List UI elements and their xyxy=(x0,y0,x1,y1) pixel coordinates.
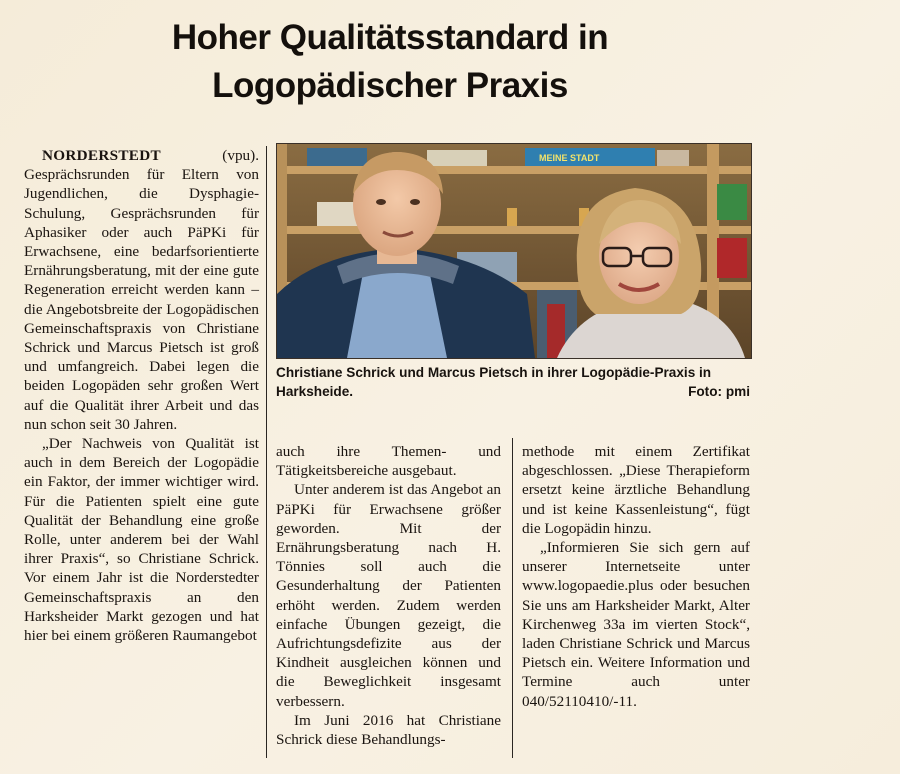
shelf-sign: MEINE STADT xyxy=(539,153,600,163)
article-column-2 xyxy=(276,442,501,749)
paragraph-1-text: (vpu). Gesprächsrunden für Eltern von Jugendlichen, die Dysphagie-Schulung, Gesprächsrunden für Aphasiker oder auch PäPKi für Erwachsene, eine bedarfsorientierte Ernährungsberatung, mit der eine gute Regeneration erreicht werden kann – die Angebotsbreite der Logopädischen Gemeinschaftspraxis von Christiane Schrick und Marcus Pietsch ist groß und umfangreich. Dabei legen die beiden Logopäden sehr großen Wert auf die Qualität ihrer Arbeit und das nun schon seit 30 Jahren. xyxy=(24,147,259,433)
paragraph-5: Im Juni 2016 hat Christiane Schrick diese Behandlungs- xyxy=(276,711,501,749)
article-column-1 xyxy=(24,146,259,645)
paragraph-2: „Der Nachweis von Qualität ist auch in dem Bereich der Logopädie ein Faktor, der immer wichtiger wird. Für die Patienten spielt eine gute Qualität der Behandlung eine große Rolle, unter anderem bei der Wahl ihrer Praxis“, so Christiane Schrick. Vor einem Jahr ist die Norderstedter Gemeinschaftspraxis an den Harksheider Markt gezogen und hat hier bei einem größeren Raumangebot xyxy=(24,435,259,645)
article-photo xyxy=(276,143,752,359)
paragraph-3: auch ihre Themen- und Tätigkeitsbereiche ausgebaut. xyxy=(276,443,501,480)
article-column-3 xyxy=(522,442,750,711)
headline xyxy=(120,14,660,110)
paragraph-4: Unter anderem ist das Angebot an PäPKi für Erwachsene größer geworden. Mit der Ernährungsberatung nach H. Tönnies soll auch die Gesunderhaltung der Patienten erhöht werden. Zudem werden einfache Übungen gezeigt, die Aufrichtungsdefizite aus der Kindheit ausgleichen können und die Beweglichkeit insgesamt verbessern. xyxy=(276,481,501,710)
paragraph-6: methode mit einem Zertifikat abgeschlossen. „Diese Therapieform ersetzt keine ärztliche Behandlung und ist keine Kassenleistung“, fügt die Logopädin hinzu. xyxy=(522,443,750,537)
photo-caption xyxy=(276,363,750,401)
caption-text: Christiane Schrick und Marcus Pietsch in ihrer Logopädie-Praxis in Harksheide. xyxy=(276,365,712,399)
column-rule-1 xyxy=(266,146,267,758)
photo-image xyxy=(277,144,751,358)
column-rule-2 xyxy=(512,438,513,758)
paragraph-1 xyxy=(24,146,259,434)
shelf xyxy=(277,166,751,174)
dateline: NORDERSTEDT xyxy=(42,147,161,164)
paragraph-7: „Informieren Sie sich gern auf unserer Internetseite unter www.logopaedie.plus oder besuchen Sie uns am Harksheider Markt, Alter Kirchenweg 33a im vierten Stock“, laden Christiane Schrick und Marcus Pietsch ein. Weitere Information und Termine auch unter 040/52110410/-11. xyxy=(522,539,750,710)
headline-line-1: Hoher Qualitätsstandard in xyxy=(171,18,609,57)
photo-credit: Foto: pmi xyxy=(688,384,750,399)
headline-line-2: Logopädischer Praxis xyxy=(212,66,568,105)
